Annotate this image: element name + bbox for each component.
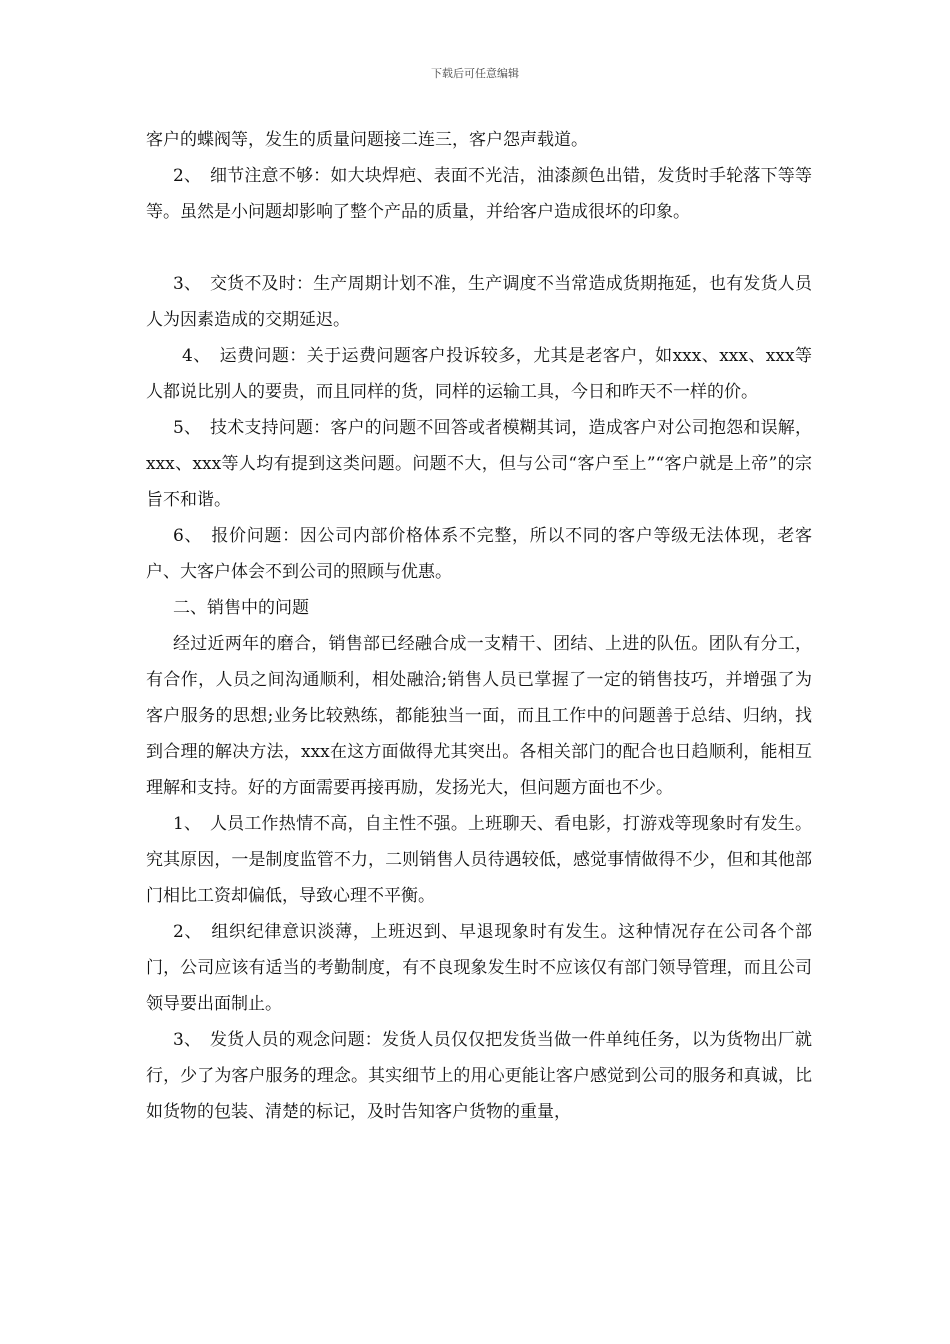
page-header: 下载后可任意编辑 — [431, 67, 519, 80]
paragraph-sales-item-3: 3、 发货人员的观念问题：发货人员仅仅把发货当做一件单纯任务，以为货物出厂就行，少了为客户服务的理念。其实细节上的用心更能让客户感觉到公司的服务和真诚，比如货物的包装、清楚的标记，及时告知客户货物的重量， — [146, 1030, 812, 1122]
paragraph-continuation: 客户的蝶阀等，发生的质量问题接二连三，客户怨声载道。 — [146, 130, 588, 150]
document-body — [146, 122, 812, 1130]
paragraph-sales-item-1: 1、 人员工作热情不高，自主性不强。上班聊天、看电影，打游戏等现象时有发生。究其原因，一是制度监管不力，二则销售人员待遇较低，感觉事情做得不少，但和其他部门相比工资却偏低，导致心理不平衡。 — [146, 814, 812, 906]
paragraph-item-4-freight: 4、 运费问题：关于运费问题客户投诉较多，尤其是老客户，如xxx、xxx、xxx等人都说比别人的要贵，而且同样的货，同样的运输工具，今日和昨天不一样的价。 — [146, 346, 812, 402]
paragraph-item-2-details: 2、 细节注意不够：如大块焊疤、表面不光洁，油漆颜色出错，发货时手轮落下等等等。虽然是小问题却影响了整个产品的质量，并给客户造成很坏的印象。 — [146, 166, 812, 222]
paragraph-item-5-tech-support: 5、 技术支持问题：客户的问题不回答或者模糊其词，造成客户对公司抱怨和误解，xxx、xxx等人均有提到这类问题。问题不大，但与公司“客户至上”“客户就是上帝”的宗旨不和谐。 — [146, 418, 812, 510]
paragraph-sales-item-2: 2、 组织纪律意识淡薄，上班迟到、早退现象时有发生。这种情况存在公司各个部门，公司应该有适当的考勤制度，有不良现象发生时不应该仅有部门领导管理，而且公司领导要出面制止。 — [146, 922, 812, 1014]
paragraph-item-6-quotation: 6、 报价问题：因公司内部价格体系不完整，所以不同的客户等级无法体现，老客户、大客户体会不到公司的照顾与优惠。 — [146, 526, 812, 582]
paragraph-sales-overview: 经过近两年的磨合，销售部已经融合成一支精干、团结、上进的队伍。团队有分工，有合作，人员之间沟通顺利，相处融洽;销售人员已掌握了一定的销售技巧，并增强了为客户服务的思想;业务比较熟练，都能独当一面，而且工作中的问题善于总结、归纳，找到合理的解决方法，xxx在这方面做得尤其突出。各相关部门的配合也日趋顺利，能相互理解和支持。好的方面需要再接再励，发扬光大，但问题方面也不少。 — [146, 634, 812, 798]
paragraph-item-3-delivery: 3、 交货不及时：生产周期计划不准，生产调度不当常造成货期拖延，也有发货人员人为因素造成的交期延迟。 — [146, 274, 812, 330]
section-heading-sales-problems: 二、销售中的问题 — [173, 598, 309, 618]
blank-line — [146, 230, 812, 266]
